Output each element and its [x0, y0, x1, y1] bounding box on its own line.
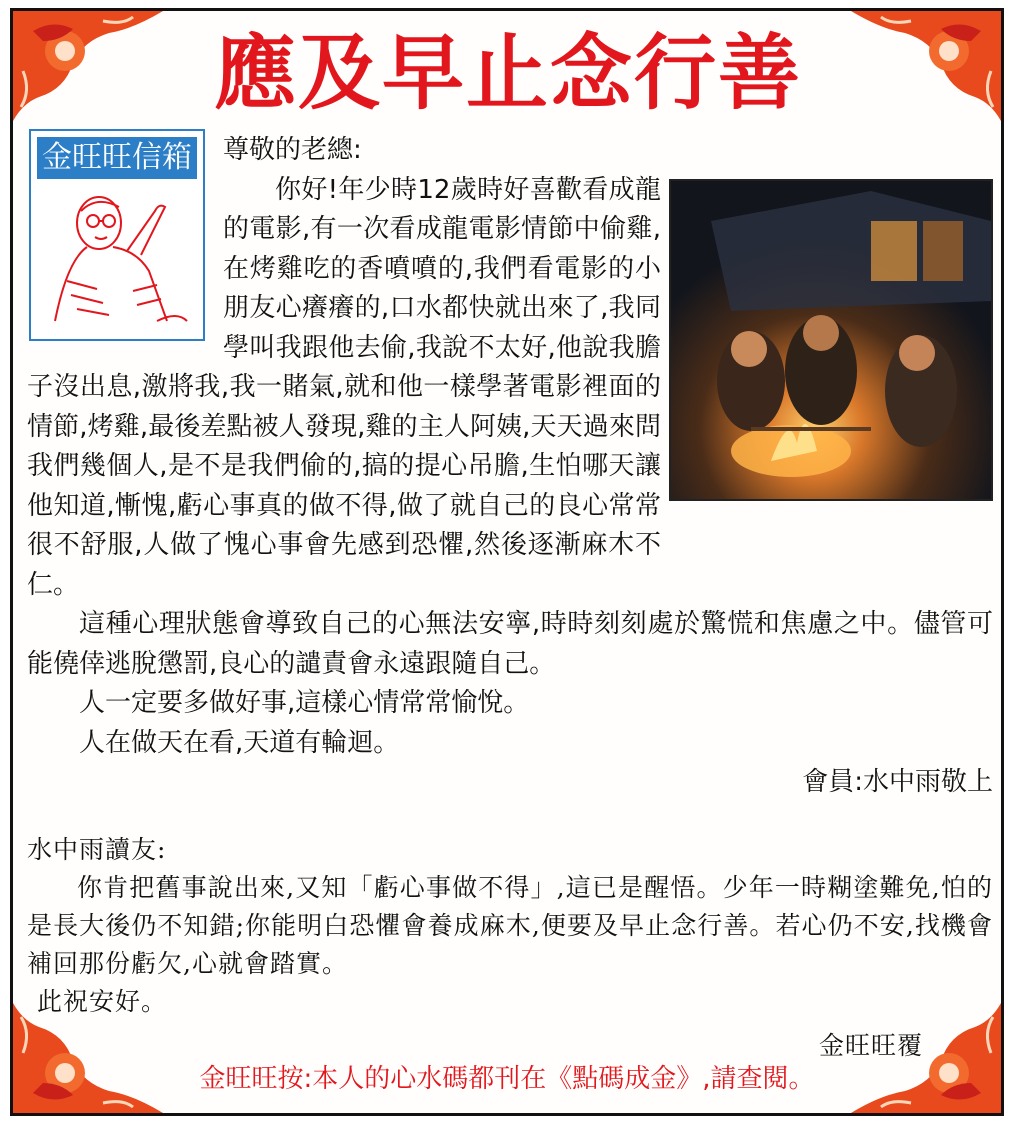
letter-salutation: 尊敬的老總: [223, 135, 362, 165]
corner-ornament-icon [13, 11, 163, 121]
page-title: 應及早止念行善 [213, 25, 802, 121]
reply-paragraph: 你肯把舊事說出來,又知「虧心事做不得」,這已是醒悟。少年一時糊塗難免,怕的是長大後仍不知錯;你能明白恐懼會養成麻木,便要及早止念行善。若心仍不安,找機會補回那份虧欠,心就會踏實。 [27, 873, 993, 978]
reply-closing: 此祝安好。 [37, 987, 168, 1016]
article-page [10, 8, 1004, 1116]
reply-signature: 金旺旺覆 [818, 1031, 923, 1060]
letter-paragraph-1: 你好!年少時12歲時好喜歡看成龍的電影,有一次看成龍電影情節中偷雞,在烤雞吃的香噴噴的,我們看電影的小朋友心癢癢的,口水都快就出來了,我同學叫我跟他去偷,我說不太好,他說我膽子沒出息,激將我,我一賭氣,就和他一樣學著電影裡面的情節,烤雞,最後差點被人發現,雞的主人阿姨,天天過來問我們幾個人,是不是我們偷的,搞的提心吊膽,生怕哪天讓他知道,慚愧,虧心事真的做不得,做了就自己的良心常常很不舒服,人做了愧心事會先感到恐懼,然後逐漸麻木不仁。 [27, 174, 661, 600]
corner-ornament-icon [851, 11, 1001, 121]
columnist-sketch-icon [37, 181, 197, 331]
editor-reply [27, 831, 993, 1065]
reply-salutation: 水中雨讀友: [27, 835, 167, 864]
letter-paragraph-2: 這種心理狀態會導致自己的心無法安寧,時時刻刻處於驚慌和焦慮之中。儘管可能僥倖逃脫懲罰,良心的譴責會永遠跟隨自己。 [27, 609, 993, 679]
editor-note: 金旺旺按:本人的心水碼都刊在《點碼成金》,請查閱。 [199, 1064, 815, 1094]
campfire-illustration-icon [671, 181, 991, 499]
letter-signature: 會員:水中雨敬上 [802, 767, 993, 797]
column-logo-text: 金旺旺信箱 [37, 137, 197, 179]
letter-paragraph-3: 人一定要多做好事,這樣心情常常愉悅。 [79, 688, 530, 718]
letter-paragraph-4: 人在做天在看,天道有輪迴。 [79, 727, 400, 758]
column-logo [29, 129, 205, 341]
campfire-photo [669, 179, 993, 501]
